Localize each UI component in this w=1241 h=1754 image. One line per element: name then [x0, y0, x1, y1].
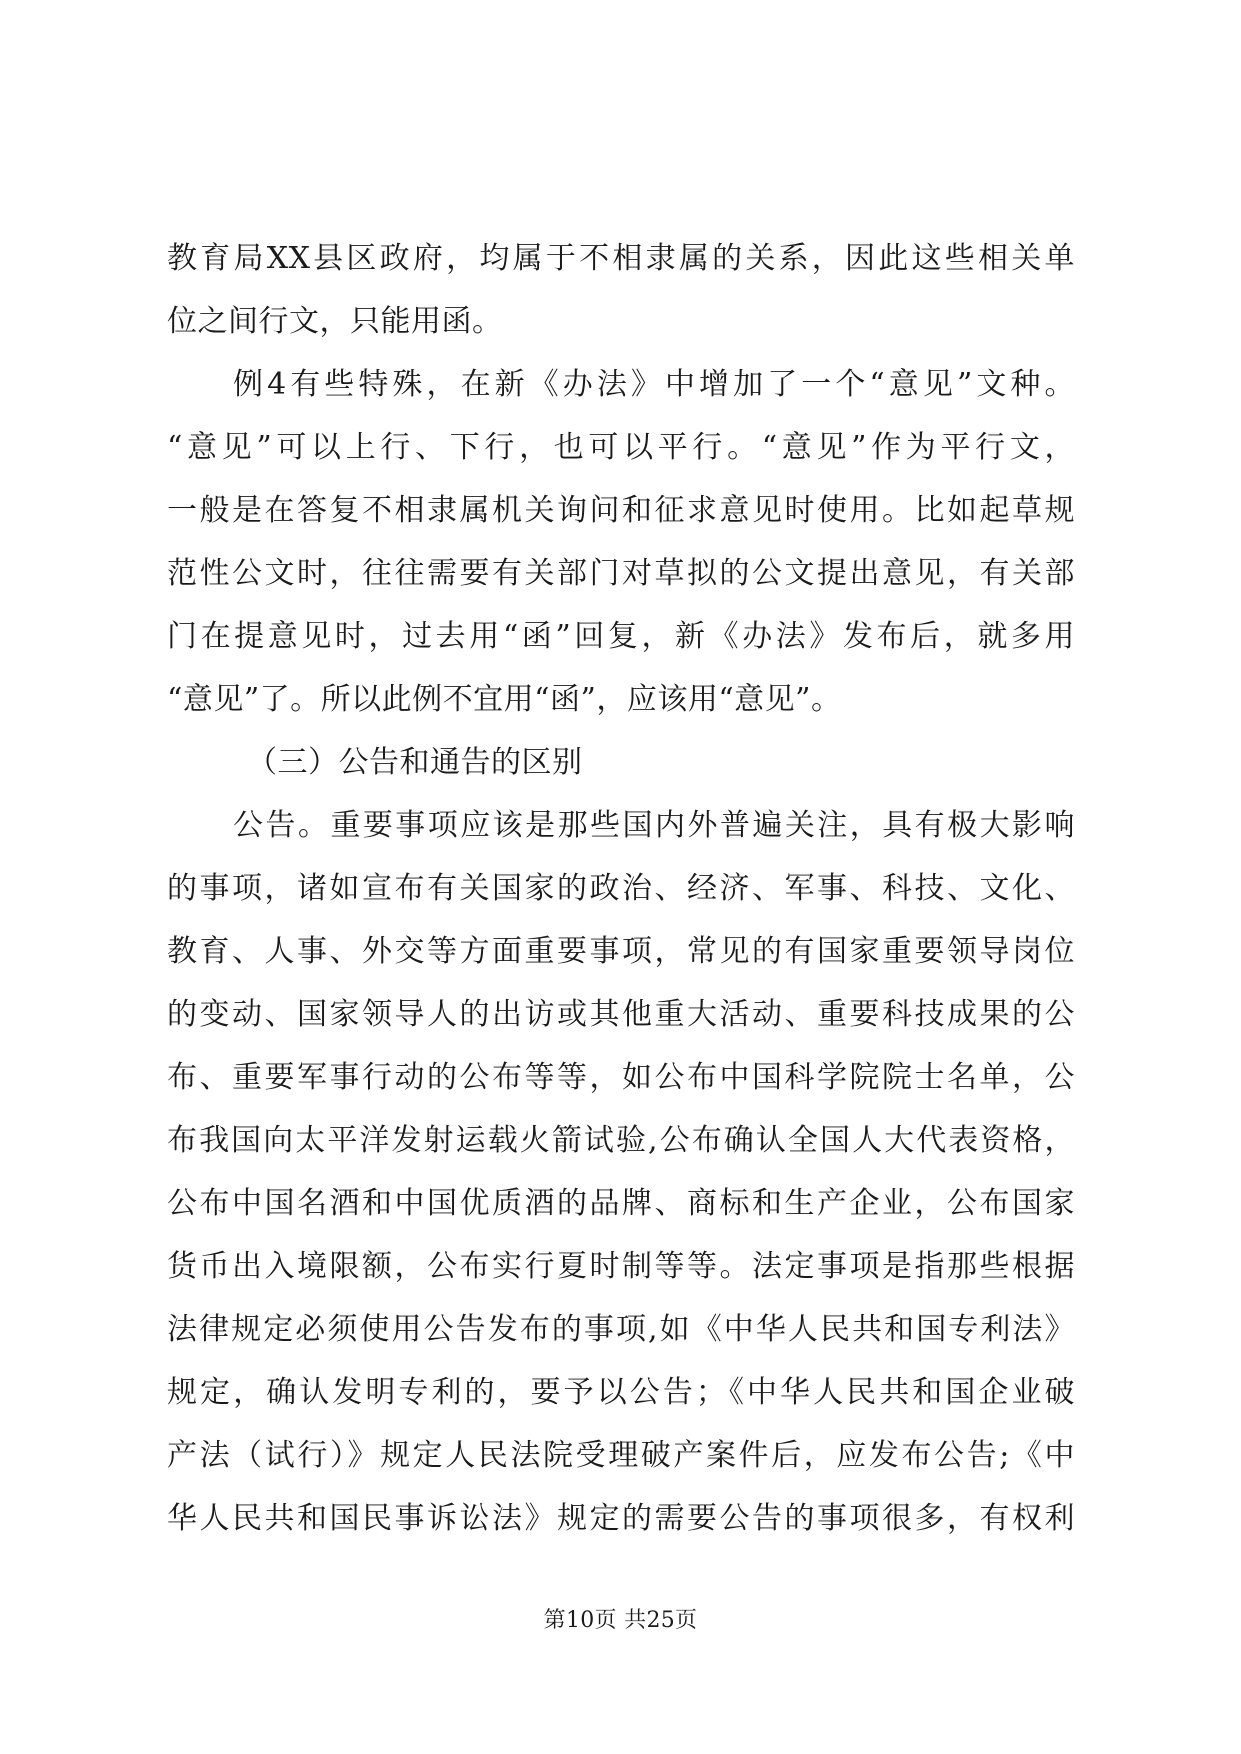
text-line-5: 一般是在答复不相隶属机关询问和征求意见时使用。比如起草规: [167, 493, 1075, 528]
text-line-7: 门在提意见时，过去用“函”回复，新《办法》发布后，就多用: [167, 619, 1075, 654]
text-line-21: 华人民共和国民事诉讼法》规定的需要公告的事项很多，有权利: [167, 1501, 1075, 1536]
text-line-10: 公告。重要事项应该是那些国内外普遍关注，具有极大影响: [233, 808, 1075, 843]
text-line-18: 法律规定必须使用公告发布的事项,如《中华人民共和国专利法》: [167, 1312, 1075, 1347]
text-line-8: “意见”了。所以此例不宜用“函”，应该用“意见”。: [167, 682, 842, 717]
document-body: [167, 227, 1075, 1550]
text-line-14: 布、重要军事行动的公布等等，如公布中国科学院院士名单，公: [167, 1060, 1075, 1095]
text-line-17: 货币出入境限额，公布实行夏时制等等。法定事项是指那些根据: [167, 1249, 1075, 1284]
text-line-11: 的事项，诸如宣布有关国家的政治、经济、军事、科技、文化、: [167, 871, 1075, 906]
text-line-16: 公布中国名酒和中国优质酒的品牌、商标和生产企业，公布国家: [167, 1186, 1075, 1221]
text-line-3: 例4有些特殊，在新《办法》中增加了一个“意见”文种。: [233, 367, 1075, 402]
text-line-4: “意见”可以上行、下行，也可以平行。“意见”作为平行文，: [167, 430, 1075, 465]
text-line-1: 教育局XX县区政府，均属于不相隶属的关系，因此这些相关单: [167, 241, 1075, 276]
text-line-20: 产法（试行）》规定人民法院受理破产案件后，应发布公告;《中: [167, 1438, 1075, 1473]
page-number-footer: 第10页 共25页: [543, 1608, 698, 1633]
text-line-6: 范性公文时，往往需要有关部门对草拟的公文提出意见，有关部: [167, 556, 1075, 591]
text-line-19: 规定，确认发明专利的，要予以公告；《中华人民共和国企业破: [167, 1375, 1075, 1410]
section-heading: （三）公告和通告的区别: [247, 745, 583, 780]
text-line-15: 布我国向太平洋发射运载火箭试验,公布确认全国人大代表资格，: [167, 1123, 1075, 1158]
text-line-13: 的变动、国家领导人的出访或其他重大活动、重要科技成果的公: [167, 997, 1075, 1032]
text-line-2: 位之间行文，只能用函。: [167, 304, 503, 339]
text-line-12: 教育、人事、外交等方面重要事项，常见的有国家重要领导岗位: [167, 934, 1075, 969]
